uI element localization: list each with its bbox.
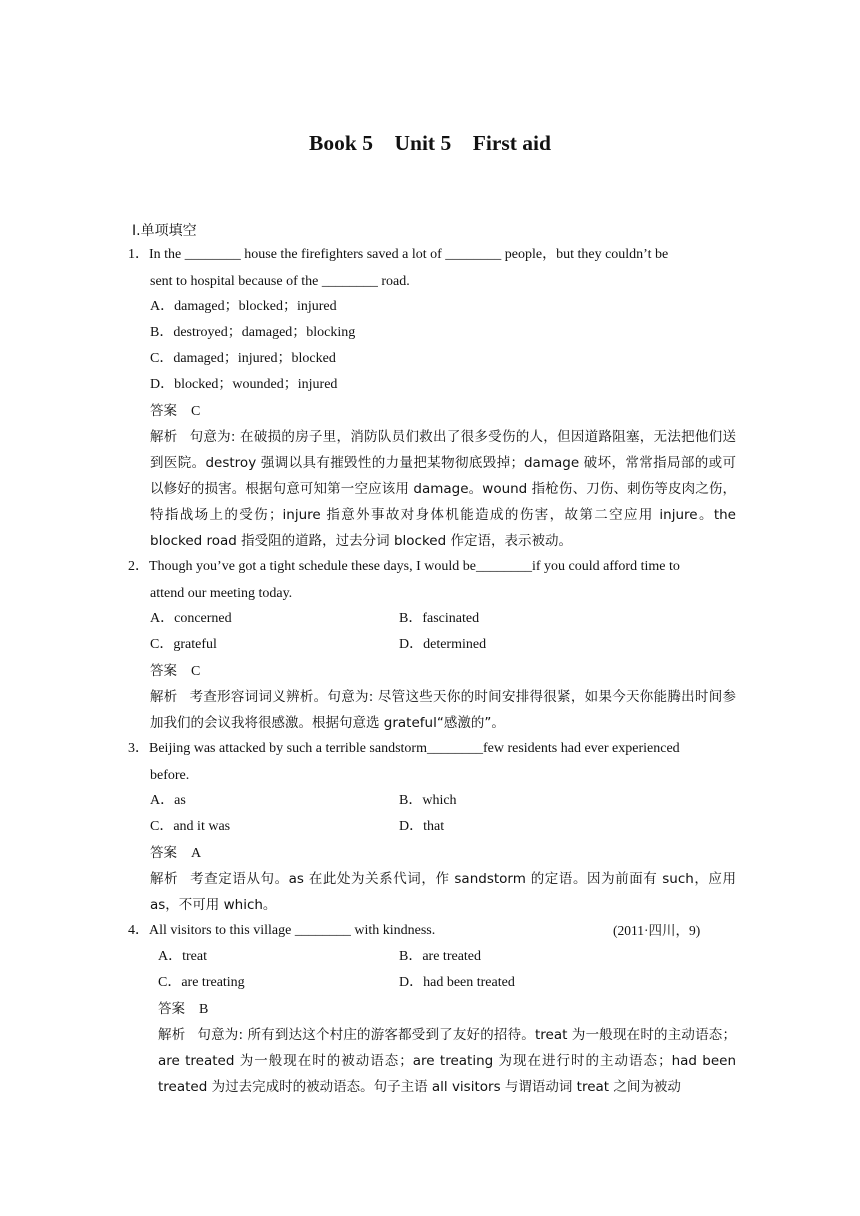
question-3-option-a: A．as (150, 793, 186, 808)
explanation-text: 考查形容词词义辨析。句意为: 尽管这些天你的时间安排得很紧，如果今天你能腾出时间参加我们的会议我将很感激。根据句意选 grateful“感激的”。 (150, 689, 737, 731)
answer-label: 答案 (150, 663, 177, 679)
question-1-option-d: D．blocked；wounded；injured (150, 377, 338, 392)
question-3-explanation (150, 866, 736, 918)
question-1-option-b: B．destroyed；damaged；blocking (150, 325, 356, 340)
question-1-option-c: C．damaged；injured；blocked (150, 351, 336, 366)
answer-label: 答案 (158, 1001, 185, 1017)
question-3-option-b: B．which (399, 793, 457, 808)
explanation-text: 句意为: 所有到达这个村庄的游客都受到了友好的招待。treat 为一般现在时的主动语态；are treated 为一般现在时的被动语态；are treating 为现在进行时的主动语态；had been treated 为过去完成时的被动语态。句子主语 all visitors 与谓语动词 treat 之间为被动 (158, 1027, 736, 1095)
answer-label: 答案 (150, 845, 177, 861)
question-3-answer (150, 840, 201, 867)
question-1-option-a: A．damaged；blocked；injured (150, 299, 337, 314)
answer-label: 答案 (150, 403, 177, 419)
question-1-stem-line-1: 1．In the ________ house the firefighters saved a lot of ________ people，but they couldn’t be (128, 247, 669, 262)
section-heading: Ⅰ.单项填空 (132, 223, 197, 239)
page-title: Book 5 Unit 5 First aid (309, 131, 551, 155)
question-3-option-d: D．that (399, 819, 445, 834)
question-2-explanation (150, 684, 736, 736)
question-3-option-c: C．and it was (150, 819, 231, 834)
question-1-explanation (150, 424, 736, 554)
question-3-stem-line-2: before. (150, 768, 190, 783)
answer-value: C (191, 664, 201, 679)
answer-value: C (191, 404, 201, 419)
question-2-option-b: B．fascinated (399, 611, 480, 626)
question-4-option-a: A．treat (158, 949, 207, 964)
explain-label: 解析 (150, 429, 178, 445)
explain-label: 解析 (158, 1027, 186, 1043)
question-2-option-d: D．determined (399, 637, 487, 652)
question-1-answer (150, 398, 200, 425)
question-4-stem: 4．All visitors to this village ________ with kindness. (128, 923, 436, 938)
explanation-text: 考查定语从句。as 在此处为关系代词，作 sandstorm 的定语。因为前面有 such，应用 as，不可用 which。 (150, 871, 737, 913)
answer-value: A (191, 846, 202, 861)
question-2-option-c: C．grateful (150, 637, 217, 652)
explain-label: 解析 (150, 689, 178, 705)
question-4-option-b: B．are treated (399, 949, 482, 964)
question-2-option-a: A．concerned (150, 611, 232, 626)
question-4-answer (158, 996, 208, 1023)
question-4-option-c: C．are treating (158, 975, 245, 990)
question-2-answer (150, 658, 200, 685)
question-4-source: (2011·四川，9) (613, 923, 701, 938)
question-3-stem-line-1: 3．Beijing was attacked by such a terrible sandstorm________few residents had ever experienced (128, 741, 680, 756)
explanation-text: 句意为: 在破损的房子里，消防队员们救出了很多受伤的人，但因道路阻塞，无法把他们送到医院。destroy 强调以具有摧毁性的力量把某物彻底毁掉；damage 破坏，常常指局部的或可以修好的损害。根据句意可知第一空应该用 damage。wound 指枪伤、刀伤、刺伤等皮肉之伤，特指战场上的受伤；injure 指意外事故对身体机能造成的伤害，故第二空应用 injure。the blocked road 指受阻的道路，过去分词 blocked 作定语，表示被动。 (150, 429, 737, 549)
question-2-stem-line-2: attend our meeting today. (150, 586, 293, 601)
question-4-explanation (158, 1022, 736, 1100)
question-2-stem-line-1: 2．Though you’ve got a tight schedule these days, I would be________if you could afford time to (128, 559, 680, 574)
question-4-option-d: D．had been treated (399, 975, 515, 990)
answer-value: B (199, 1002, 209, 1017)
explain-label: 解析 (150, 871, 179, 887)
question-1-stem-line-2: sent to hospital because of the ________ road. (150, 274, 410, 289)
